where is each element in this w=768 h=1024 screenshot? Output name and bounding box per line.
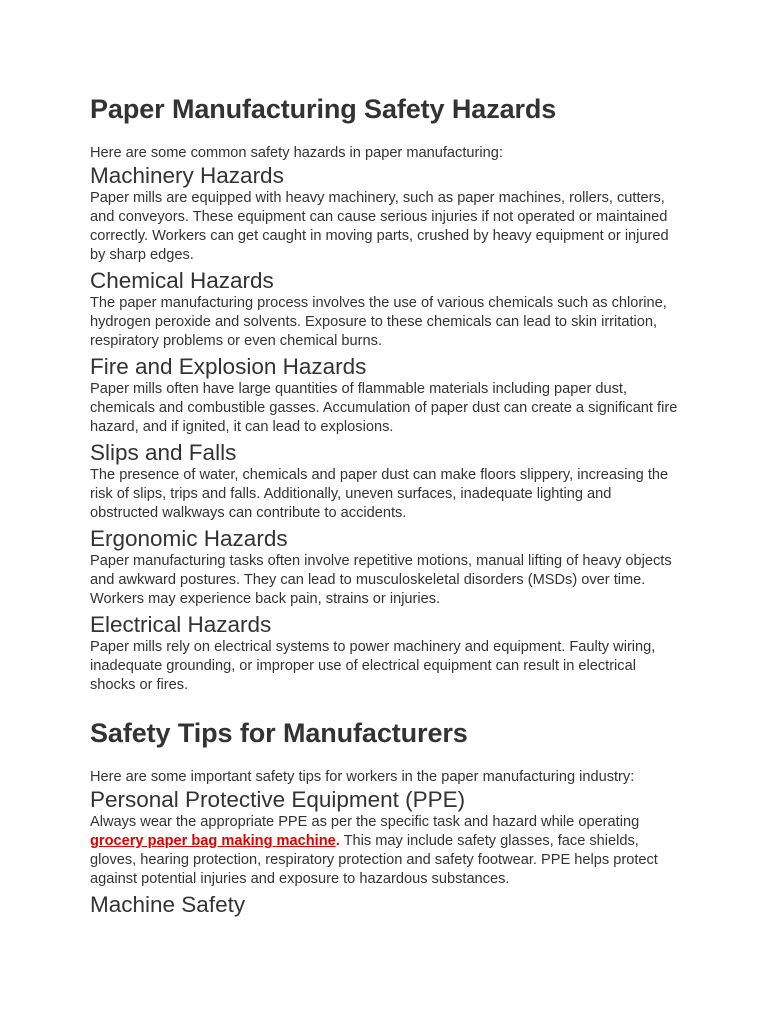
safety-tips-intro: Here are some important safety tips for workers in the paper manufacturing industry: [90,769,635,785]
section-title-safety-tips: Safety Tips for Manufacturers [90,718,468,748]
text-fire-explosion-hazards: Paper mills often have large quantities of flammable materials including paper dust, chemicals and combustible gasses. Accumulation of paper dust can create a significant fire hazard, and if ignited, it can lead to explosions. [90,381,678,435]
ppe-text-before: Always wear the appropriate PPE as per the specific task and hazard while operating [90,814,640,830]
text-chemical-hazards: The paper manufacturing process involves the use of various chemicals such as chlorine, hydrogen peroxide and solvents. Exposure to these chemicals can lead to skin irritation, respiratory problems or even chemical burns. [90,295,667,349]
article-content [90,93,680,918]
heading-fire-explosion-hazards: Fire and Explosion Hazards [90,354,367,379]
heading-ppe: Personal Protective Equipment (PPE) [90,787,466,812]
heading-chemical-hazards: Chemical Hazards [90,268,274,293]
text-electrical-hazards: Paper mills rely on electrical systems to power machinery and equipment. Faulty wiring, inadequate grounding, or improper use of electrical equipment can result in electrical shocks or fires. [90,639,656,693]
heading-machinery-hazards: Machinery Hazards [90,163,284,188]
text-ppe [90,813,680,889]
heading-slips-falls: Slips and Falls [90,440,237,465]
section-title-hazards: Paper Manufacturing Safety Hazards [90,94,557,124]
heading-machine-safety: Machine Safety [90,892,246,917]
ppe-text-after: This may include safety glasses, face shields, gloves, hearing protection, respiratory protection and safety footwear. PPE helps protect against potential injuries and exposure to hazardous substances. [90,833,658,887]
grocery-paper-bag-machine-link[interactable]: grocery paper bag making machine [90,833,336,849]
heading-electrical-hazards: Electrical Hazards [90,612,272,637]
link-period: . [335,833,340,849]
heading-ergonomic-hazards: Ergonomic Hazards [90,526,288,551]
text-slips-falls: The presence of water, chemicals and paper dust can make floors slippery, increasing the risk of slips, trips and falls. Additionally, uneven surfaces, inadequate lighting and obstructed walkways can contribute to accidents. [90,467,669,521]
hazards-intro: Here are some common safety hazards in paper manufacturing: [90,145,503,161]
text-machinery-hazards: Paper mills are equipped with heavy machinery, such as paper machines, rollers, cutters, and conveyors. These equipment can cause serious injuries if not operated or maintained correctly. Workers can get caught in moving parts, crushed by heavy equipment or injured by sharp edges. [90,190,669,263]
text-ergonomic-hazards: Paper manufacturing tasks often involve repetitive motions, manual lifting of heavy objects and awkward postures. They can lead to musculoskeletal disorders (MSDs) over time. Workers may experience back pain, strains or injuries. [90,553,672,607]
